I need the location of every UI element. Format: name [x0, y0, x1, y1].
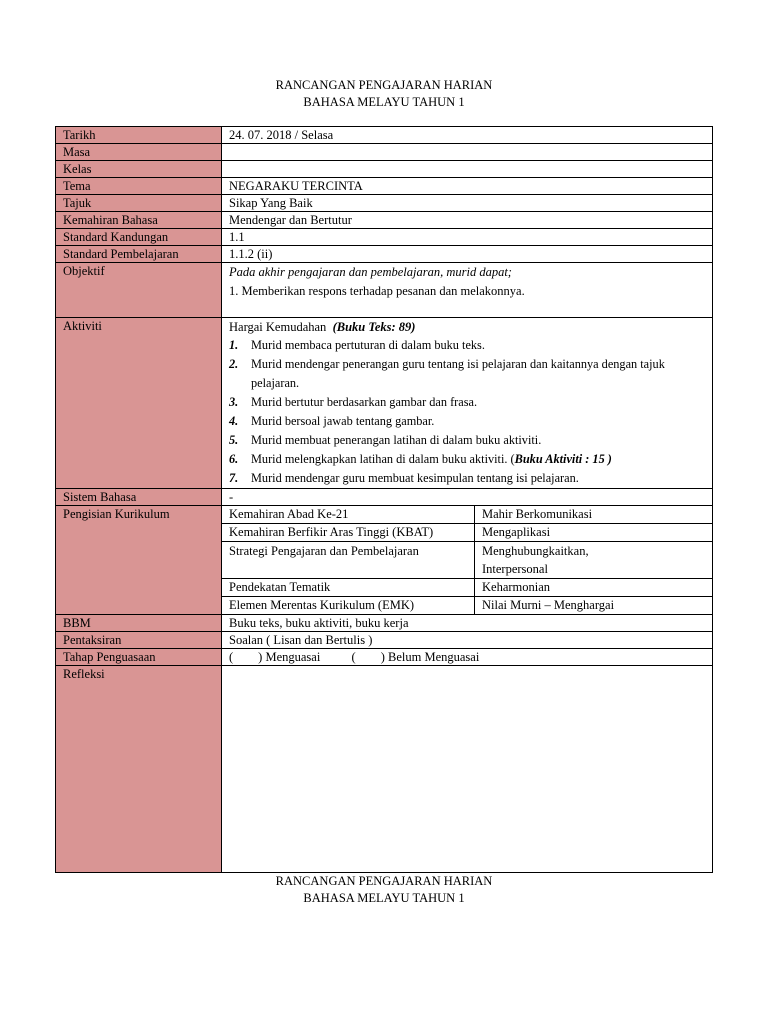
row-standard-pembelajaran — [56, 246, 713, 263]
label-tema: Tema — [56, 178, 222, 195]
value-tarikh: 24. 07. 2018 / Selasa — [222, 127, 713, 144]
row-refleksi — [56, 666, 713, 873]
value-standard-kandungan: 1.1 — [222, 229, 713, 246]
table-row: Kemahiran Abad Ke-21 Mahir Berkomunikasi — [222, 506, 712, 524]
label-aktiviti: Aktiviti — [56, 318, 222, 489]
value-masa — [222, 144, 713, 161]
list-item: 1. Murid membaca pertuturan di dalam buku teks. — [229, 338, 485, 352]
label-masa: Masa — [56, 144, 222, 161]
value-bbm: Buku teks, buku aktiviti, buku kerja — [222, 615, 713, 632]
value-standard-pembelajaran: 1.1.2 (ii) — [222, 246, 713, 263]
label-tajuk: Tajuk — [56, 195, 222, 212]
header-subtitle: BAHASA MELAYU TAHUN 1 — [303, 95, 465, 109]
row-pentaksiran — [56, 632, 713, 649]
value-aktiviti — [222, 318, 713, 489]
lesson-plan-table — [55, 126, 713, 873]
value-tema: NEGARAKU TERCINTA — [222, 178, 713, 195]
value-refleksi — [222, 666, 713, 873]
table-row: Kemahiran Berfikir Aras Tinggi (KBAT) Mengaplikasi — [222, 524, 712, 542]
row-bbm — [56, 615, 713, 632]
label-pengisian-kurikulum: Pengisian Kurikulum — [56, 506, 222, 615]
label-refleksi: Refleksi — [56, 666, 222, 873]
value-objektif — [222, 263, 713, 318]
aktiviti-title-ref: (Buku Teks: 89) — [332, 320, 416, 334]
row-kemahiran-bahasa — [56, 212, 713, 229]
label-kelas: Kelas — [56, 161, 222, 178]
row-objektif — [56, 263, 713, 318]
header-title: RANCANGAN PENGAJARAN HARIAN — [275, 78, 493, 92]
value-sistem-bahasa: - — [222, 489, 713, 506]
document-header — [0, 77, 768, 111]
row-masa — [56, 144, 713, 161]
row-standard-kandungan — [56, 229, 713, 246]
list-item: 5. Murid membuat penerangan latihan di dalam buku aktiviti. — [229, 433, 542, 447]
row-aktiviti — [56, 318, 713, 489]
row-tema — [56, 178, 713, 195]
table-row: Pendekatan Tematik Keharmonian — [222, 579, 712, 597]
label-pentaksiran: Pentaksiran — [56, 632, 222, 649]
row-tarikh — [56, 127, 713, 144]
list-item: 3. Murid bertutur berdasarkan gambar dan frasa. — [229, 395, 478, 409]
list-item: 2. Murid mendengar penerangan guru tentang isi pelajaran dan kaitannya dengan tajuk pelajaran. — [229, 357, 665, 390]
value-tajuk: Sikap Yang Baik — [222, 195, 713, 212]
footer-subtitle: BAHASA MELAYU TAHUN 1 — [303, 891, 465, 905]
value-kemahiran-bahasa: Mendengar dan Bertutur — [222, 212, 713, 229]
list-item: 7. Murid mendengar guru membuat kesimpulan tentang isi pelajaran. — [229, 471, 579, 485]
row-tajuk — [56, 195, 713, 212]
label-sistem-bahasa: Sistem Bahasa — [56, 489, 222, 506]
list-item: 4. Murid bersoal jawab tentang gambar. — [229, 414, 435, 428]
aktiviti-list — [229, 336, 705, 488]
row-pengisian-kurikulum — [56, 506, 713, 615]
label-tahap-penguasaan: Tahap Penguasaan — [56, 649, 222, 666]
label-tarikh: Tarikh — [56, 127, 222, 144]
row-tahap-penguasaan — [56, 649, 713, 666]
value-pengisian-kurikulum — [222, 506, 713, 615]
label-standard-kandungan: Standard Kandungan — [56, 229, 222, 246]
label-objektif: Objektif — [56, 263, 222, 318]
row-kelas — [56, 161, 713, 178]
table-row: Strategi Pengajaran dan Pembelajaran Menghubungkaitkan, Interpersonal — [222, 542, 712, 579]
label-bbm: BBM — [56, 615, 222, 632]
objektif-intro: Pada akhir pengajaran dan pembelajaran, murid dapat; — [229, 265, 512, 279]
value-tahap-penguasaan — [222, 649, 713, 666]
value-kelas — [222, 161, 713, 178]
kurikulum-subtable — [222, 506, 712, 614]
tahap-option-menguasai: ( ) Menguasai — [229, 650, 321, 664]
tahap-option-belum-menguasai: ( ) Belum Menguasai — [351, 650, 480, 664]
document-footer — [0, 873, 768, 907]
aktiviti-title-line — [229, 319, 705, 336]
row-sistem-bahasa — [56, 489, 713, 506]
objektif-item: 1. Memberikan respons terhadap pesanan dan melakonnya. — [229, 284, 525, 298]
label-kemahiran-bahasa: Kemahiran Bahasa — [56, 212, 222, 229]
table-row: Elemen Merentas Kurikulum (EMK) Nilai Murni – Menghargai — [222, 597, 712, 615]
value-pentaksiran: Soalan ( Lisan dan Bertulis ) — [222, 632, 713, 649]
aktiviti-title: Hargai Kemudahan — [229, 320, 327, 334]
list-item: 6. Murid melengkapkan latihan di dalam buku aktiviti. (Buku Aktiviti : 15 ) — [229, 452, 612, 466]
footer-title: RANCANGAN PENGAJARAN HARIAN — [275, 874, 493, 888]
label-standard-pembelajaran: Standard Pembelajaran — [56, 246, 222, 263]
